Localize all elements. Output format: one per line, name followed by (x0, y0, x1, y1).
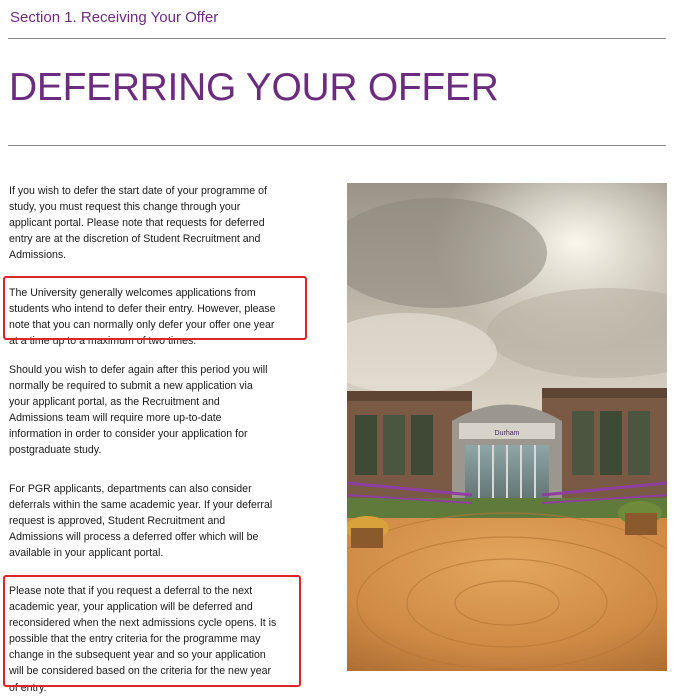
highlight-box-next-cycle (3, 575, 301, 687)
paragraph-defer-limit: The University generally welcomes applications from students who intend to defer their entry. However, please note that you can normally only defer your offer one year at a time up to a maximum of two times. (9, 287, 276, 348)
paragraph-next-cycle: Please note that if you request a deferral to the next academic year, your application will be deferred and reconsidered when the next admissions cycle opens. It is possible that the entry criteria for the programme may change in the subsequent year and so your application will be considered based on the criteria for the new year of entry. (9, 585, 277, 694)
paragraph-pgr: For PGR applicants, departments can also consider deferrals within the same academic year. If your deferral request is approved, Student Recruitment and Admissions will process a deferred offer which will be available in your applicant portal. (9, 483, 273, 560)
header-rule (8, 38, 666, 39)
paragraph-reapply: Should you wish to defer again after this period you will normally be required to submit a new application via your applicant portal, as the Recruitment and Admissions team will require more up-to-date information in order to consider your application for postgraduate study. (9, 364, 268, 457)
page-title: DEFERRING YOUR OFFER (9, 66, 499, 109)
sign-text: Durham (494, 430, 520, 437)
paragraph-defer-request: If you wish to defer the start date of your programme of study, you must request this change through your applicant portal. Please note that requests for deferred entry are at the discretion of Student Recruitment and Admissions. (9, 185, 267, 262)
highlight-box-defer-limit (3, 276, 307, 340)
section-label: Section 1. Receiving Your Offer (10, 9, 219, 26)
business-school-photo (347, 183, 667, 671)
title-rule (8, 145, 666, 146)
